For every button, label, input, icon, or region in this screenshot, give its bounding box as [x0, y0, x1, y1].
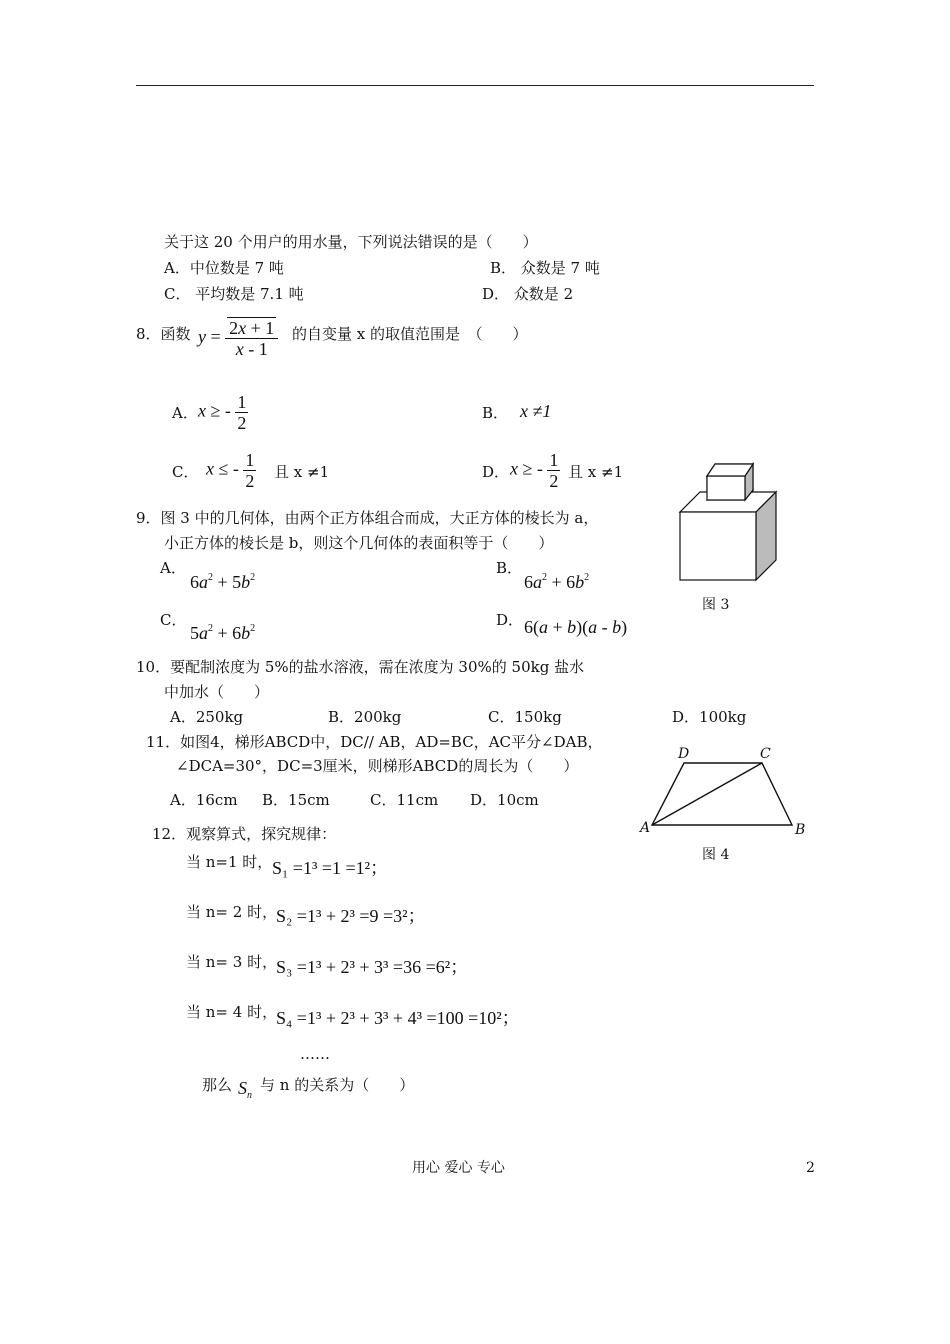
q9-option-a-formula: $6a^2 + 5b^2$: [190, 572, 256, 592]
q7-option-d: D． 众数是 2: [482, 285, 574, 303]
q9-stem-line2: 小正方体的棱长是 b，则这个几何体的表面积等于（ ）: [164, 534, 554, 552]
q8-number: 8．函数: [136, 325, 191, 343]
q12-row3-formula: S₃ =1³ + 2³ + 3³ =36 =6²；: [276, 957, 469, 977]
figure-4-trapezoid: [630, 740, 810, 840]
q12-row4-formula: S₄ =1³ + 2³ + 3³ + 4³ =100 =10²；: [276, 1008, 520, 1028]
q12-final-suffix: 与 n 的关系为（ ）: [260, 1076, 415, 1094]
q9-option-c-label: C．: [160, 611, 187, 629]
q10-option-b: B．200kg: [328, 708, 402, 726]
header-rule: [136, 85, 814, 86]
q9-stem-line1: 9．图 3 中的几何体，由两个正方体组合而成，大正方体的棱长为 a，: [136, 509, 599, 527]
q9-option-d-formula: 6(a + b)(a - b): [524, 617, 628, 637]
q9-option-b-formula: $6a^2 + 6b^2$: [524, 572, 590, 592]
q8-option-c-condition: 且 x ≠1: [274, 463, 330, 481]
q12-row2-condition: 当 n= 2 时，: [186, 903, 278, 921]
figure-3-cubes: [670, 456, 790, 586]
q10-option-a: A．250kg: [170, 708, 244, 726]
figure-3-caption: 图 3: [702, 597, 730, 613]
figure-4-label-c: C: [760, 746, 771, 762]
q12-final-prefix: 那么: [202, 1076, 233, 1094]
q12-row1-condition: 当 n=1 时，: [186, 853, 273, 871]
q11-option-d: D．10cm: [470, 791, 539, 809]
q8-option-b-label: B．: [482, 404, 509, 422]
q10-option-d: D．100kg: [672, 708, 747, 726]
q10-option-c: C．150kg: [488, 708, 562, 726]
figure-4-label-a: A: [640, 820, 651, 836]
q12-stem: 12．观察算式，探究规律：: [152, 825, 337, 843]
q9-option-d-label: D．: [496, 611, 524, 629]
footer-slogan: 用心 爱心 专心: [412, 1160, 505, 1176]
q7-option-b: B． 众数是 7 吨: [490, 259, 600, 277]
q8-option-d-label: D．: [482, 463, 510, 481]
q11-stem-line1: 11．如图4，梯形ABCD中，DC// AB，AD=BC，AC平分∠DAB，: [146, 733, 603, 751]
q9-option-b-label: B．: [496, 559, 523, 577]
page-number: 2: [806, 1160, 815, 1176]
q11-stem-line2: ∠DCA=30°，DC=3厘米，则梯形ABCD的周长为（ ）: [176, 757, 579, 775]
q8-option-d-formula: x ≥ - $\frac{1}{2}$: [510, 450, 559, 491]
q11-option-c: C．11cm: [370, 791, 439, 809]
q8-option-c-label: C．: [172, 463, 199, 481]
q12-row3-condition: 当 n= 3 时，: [186, 953, 278, 971]
q12-row1-formula: S₁ =1³ =1 =1²；: [272, 858, 389, 878]
q8-option-c-formula: x ≤ - $\frac{1}{2}$: [206, 450, 255, 491]
q7-option-a: A．中位数是 7 吨: [164, 259, 284, 277]
q7-option-c: C． 平均数是 7.1 吨: [164, 285, 304, 303]
q9-option-c-formula: $5a^2 + 6b^2$: [190, 623, 256, 643]
q10-stem-line2: 中加水（ ）: [164, 683, 270, 701]
q10-stem-line1: 10．要配制浓度为 5%的盐水溶液，需在浓度为 30%的 50kg 盐水: [136, 658, 585, 676]
q8-function-formula: y = $\frac{2x + 1}{x - 1}$: [198, 318, 278, 359]
q7-stem: 关于这 20 个用户的用水量，下列说法错误的是（ ）: [164, 233, 538, 251]
figure-4-label-d: D: [678, 746, 690, 762]
q9-option-a-label: A．: [160, 559, 186, 577]
q8-option-a-label: A．: [172, 404, 198, 422]
q8-option-a-formula: x ≥ - $\frac{1}{2}$: [198, 392, 247, 433]
q8-option-d-condition: 且 x ≠1: [568, 463, 624, 481]
q11-option-a: A．16cm: [170, 791, 238, 809]
q8-option-b-formula: x ≠1: [520, 401, 552, 421]
q8-stem-rest: 的自变量 x 的取值范围是 （ ）: [292, 325, 528, 343]
figure-4-label-b: B: [795, 822, 806, 838]
q12-ellipsis: ……: [300, 1045, 330, 1063]
q12-final-sn: $S_n$: [238, 1078, 252, 1101]
q12-row4-condition: 当 n= 4 时，: [186, 1003, 278, 1021]
q11-option-b: B．15cm: [262, 791, 330, 809]
figure-4-caption: 图 4: [702, 847, 730, 863]
q12-row2-formula: S₂ =1³ + 2³ =9 =3²；: [276, 906, 426, 926]
